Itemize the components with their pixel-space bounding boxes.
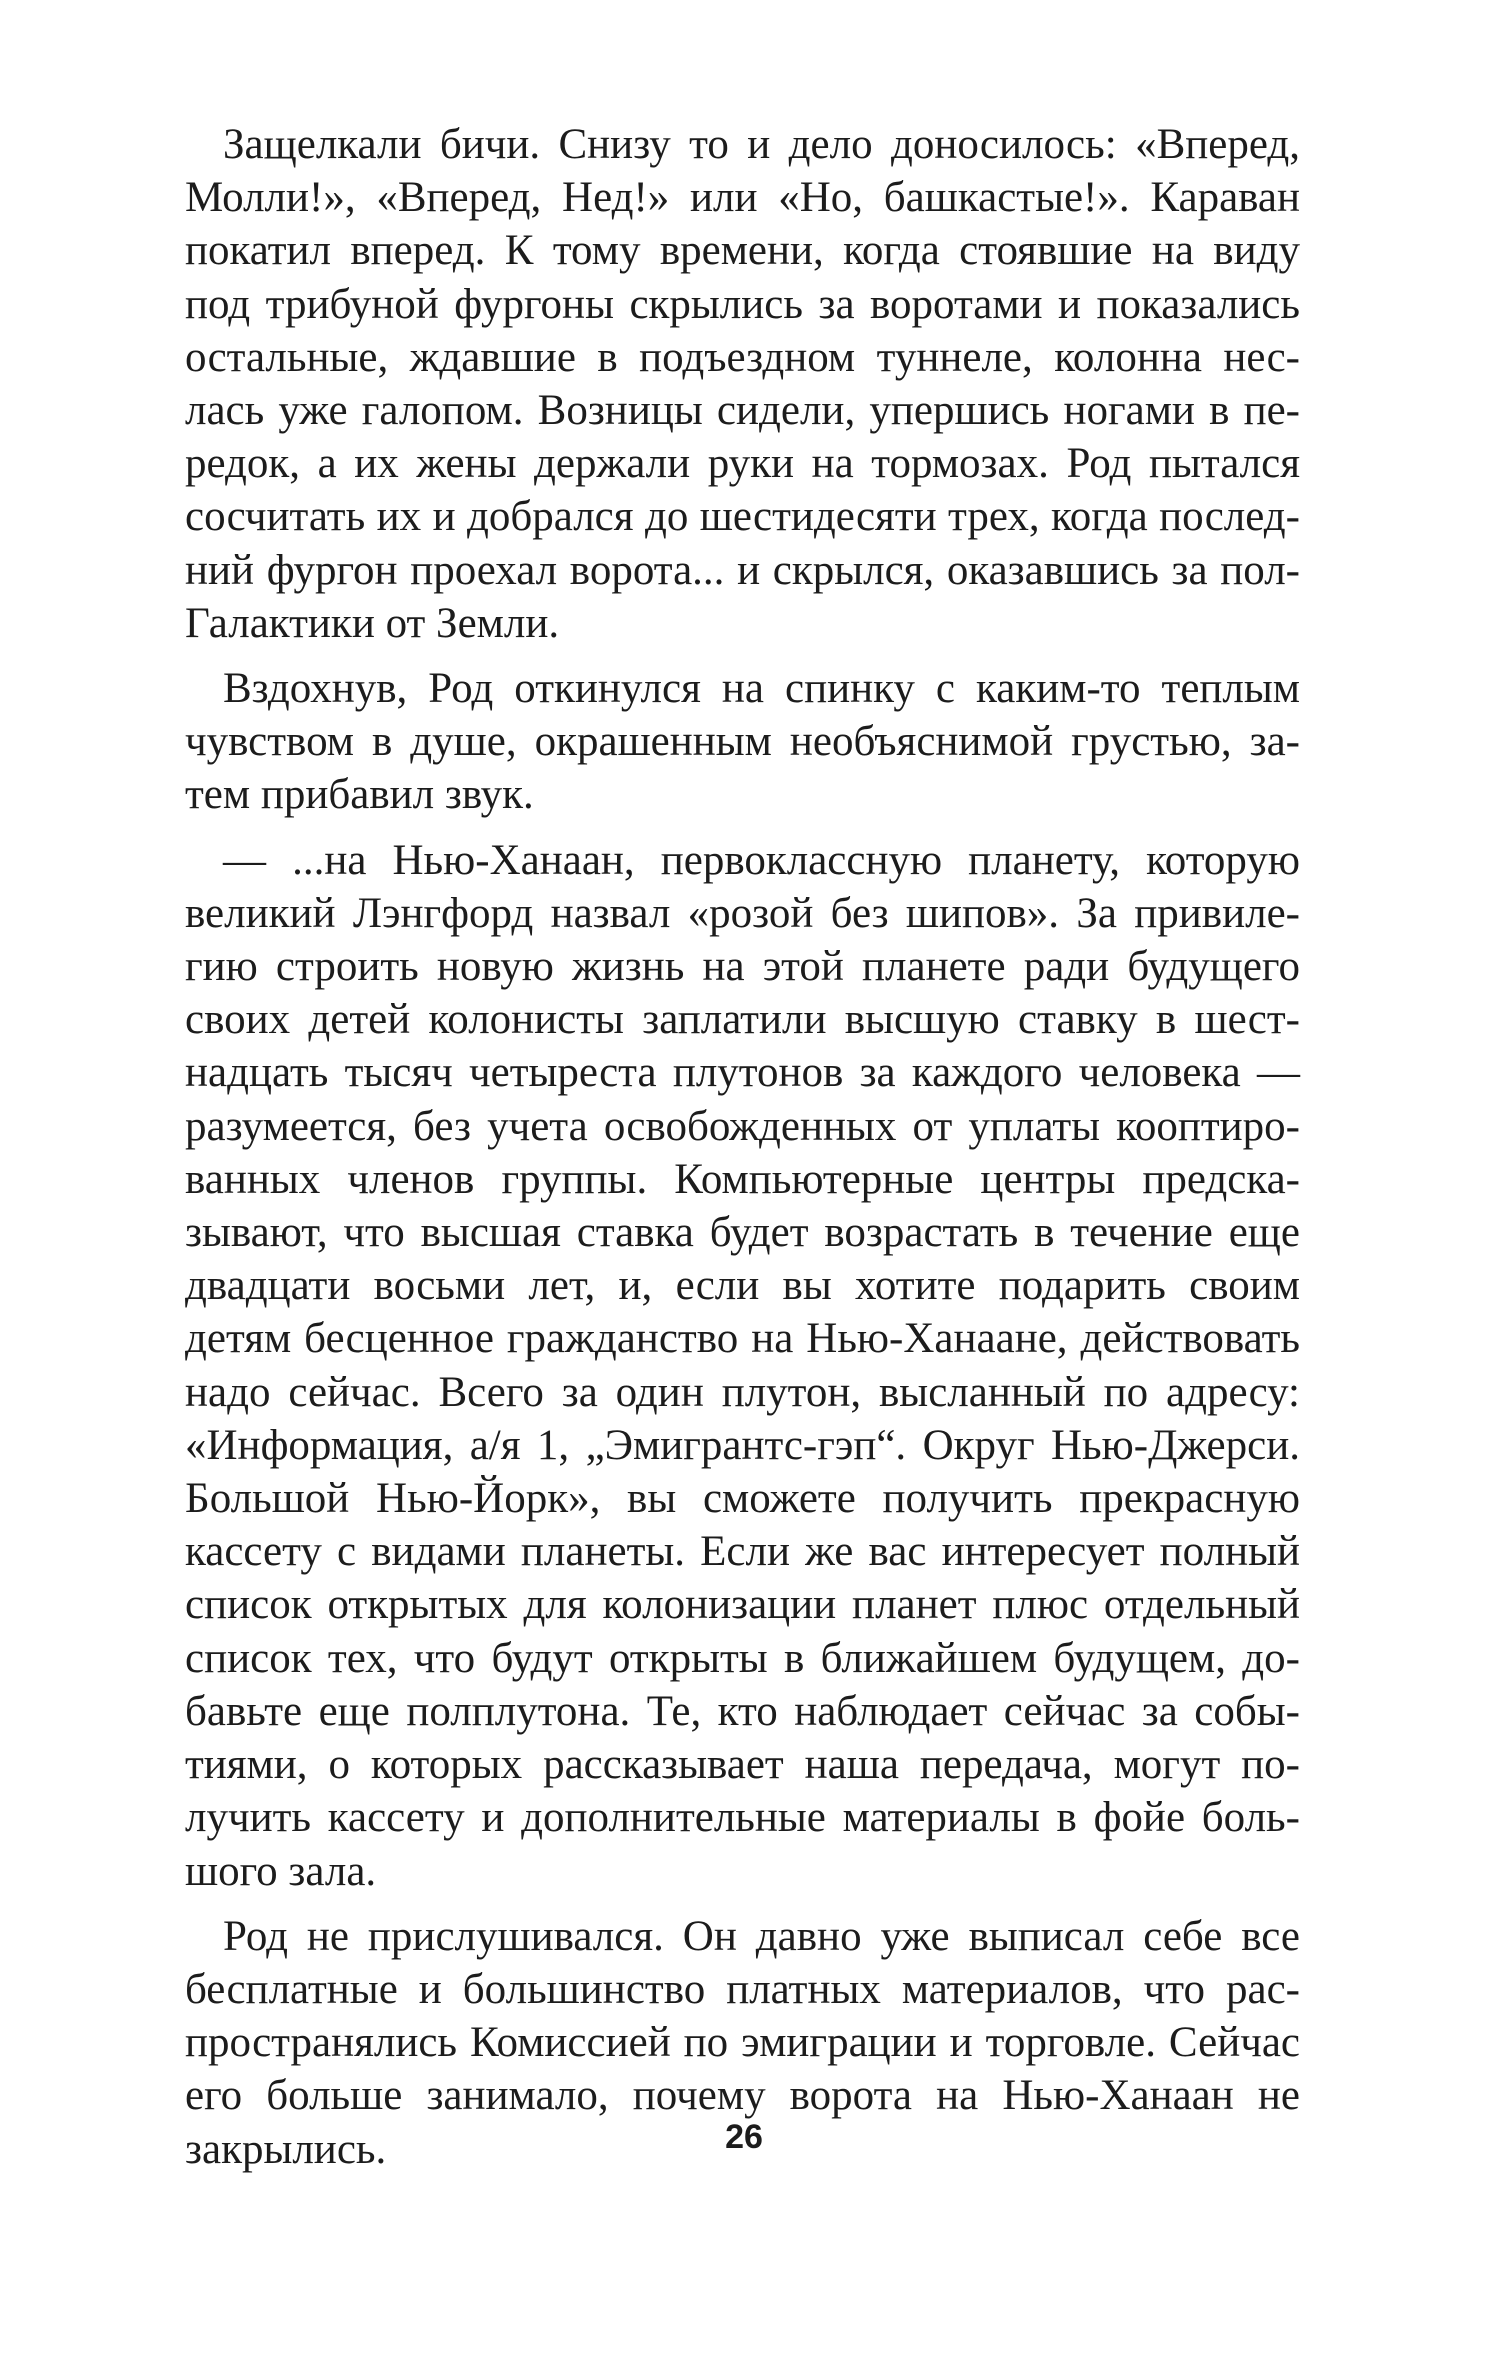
paragraph-caravan: Защелкали бичи. Снизу то и дело доносилось: «Вперед, Молли!», «Вперед, Нед!» или «Но, башкастые!». Караван покатил вперед. К тому времени, когда стоявшие на виду под трибуной фургоны скрылись за воротами и показались остальные, ждавшие в подъездном туннеле, колонна неслась уже галопом. Возницы сидели, упершись ногами в передок, а их жены держали руки на тормозах. Род пытался сосчитать их и добрался до шестидесяти трех, когда последний фургон проехал ворота... и скрылся, оказавшись за полГалактики от Земли. xyxy=(185,121,1300,647)
paragraph-sigh: Вздохнув, Род откинулся на спинку с каким-то теплым чувством в душе, окрашенным необъяснимой грустью, затем прибавил звук. xyxy=(185,665,1300,819)
page-body xyxy=(185,118,1300,2176)
paragraph-broadcast: — ...на Нью-Ханаан, первоклассную планету, которую великий Лэнгфорд назвал «розой без шипов». За привилегию строить новую жизнь на этой планете ради будущего своих детей колонисты заплатили высшую ставку в шестнадцать тысяч четыреста плутонов за каждого человека — разумеется, без учета освобожденных от уплаты кооптированных членов группы. Компьютерные центры предсказывают, что высшая ставка будет возрастать в течение еще двадцати восьми лет, и, если вы хотите подарить своим детям бесценное гражданство на Нью-Ханаане, действовать надо сейчас. Всего за один плутон, высланный по адресу: «Информация, а/я 1, „Эмигрантс-гэп“. Округ Нью-Джерси. Большой Нью-Йорк», вы сможете получить прекрасную кассету с видами планеты. Если же вас интересует полный список открытых для колонизации планет плюс отдельный список тех, что будут открыты в ближайшем будущем, добавьте еще полплутона. Те, кто наблюдает сейчас за событиями, о которых рассказывает наша передача, могут получить кассету и дополнительные материалы в фойе большого зала. xyxy=(185,836,1300,1895)
paragraph-gate-question: Род не прислушивался. Он давно уже выписал себе все бесплатные и большинство платных материалов, что распространялись Комиссией по эмиграции и торговле. Сейчас его больше занимало, почему ворота на Нью-Ханаан не закрылись. xyxy=(185,1912,1300,2173)
page-number: 26 xyxy=(725,2118,763,2156)
